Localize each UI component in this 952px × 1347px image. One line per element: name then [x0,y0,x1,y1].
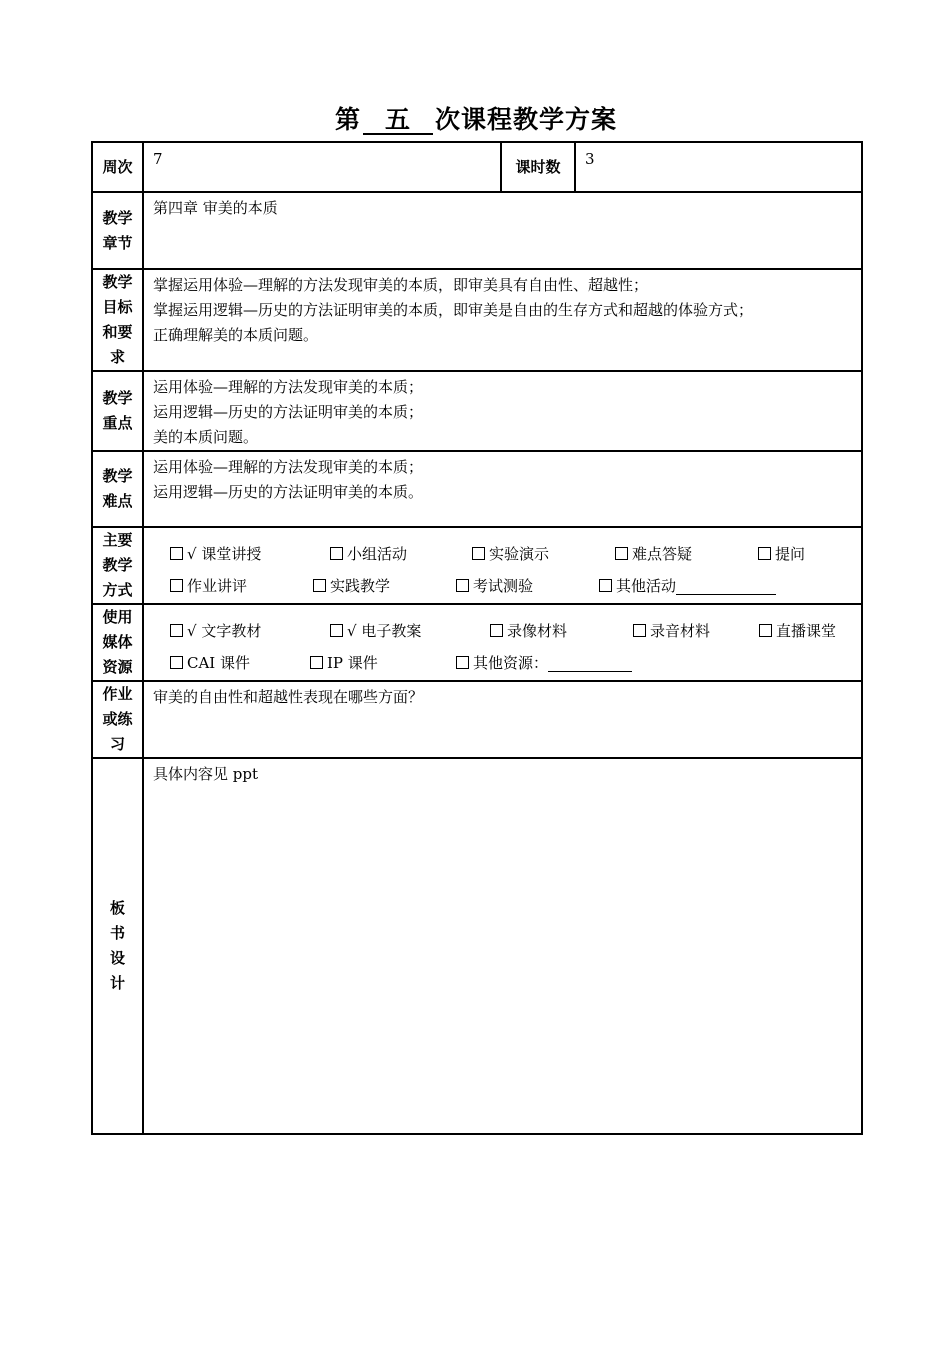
hours-value: 3 [575,142,862,192]
row-homework [92,681,862,758]
checkbox-icon [456,656,469,669]
checkbox-icon [330,624,343,637]
media-e-lesson-checkbox[interactable]: √ 电子教案 [330,615,490,647]
other-resource-blank[interactable] [548,651,632,672]
row-board [92,758,862,1134]
checkbox-icon [170,579,183,592]
title-prefix: 第 [334,105,361,134]
key-points-content: 运用体验—理解的方法发现审美的本质； 运用逻辑—历史的方法证明审美的本质； 美的本质问题。 [143,371,862,451]
checkbox-icon [633,624,646,637]
media-cai-checkbox[interactable]: CAI 课件 [170,647,310,679]
board-content: 具体内容见 ppt [143,758,862,1134]
other-activity-blank[interactable] [676,574,776,595]
method-other-checkbox[interactable]: 其他活动 [599,570,776,602]
media-label: 使用 媒体 资源 [92,604,143,681]
board-label: 板 书 设 计 [92,758,143,1134]
method-homework-checkbox[interactable]: 作业讲评 [170,570,313,602]
homework-content: 审美的自由性和超越性表现在哪些方面？ [143,681,862,758]
objectives-content: 掌握运用体验—理解的方法发现审美的本质，即审美具有自由性、超越性； 掌握运用逻辑—历史的方法证明审美的本质，即审美是自由的生存方式和超越的体验方式； 正确理解美的本质问题。 [143,269,862,371]
row-week [92,142,862,192]
media-ip-checkbox[interactable]: IP 课件 [310,647,456,679]
media-audio-checkbox[interactable]: 录音材料 [633,615,759,647]
checkbox-icon [170,547,183,560]
row-difficulties [92,451,862,527]
checkbox-icon [313,579,326,592]
media-video-checkbox[interactable]: 录像材料 [490,615,633,647]
title-number: 五 [363,107,433,135]
checkbox-icon [310,656,323,669]
method-question-checkbox[interactable]: 提问 [758,538,805,570]
page-title [0,100,952,136]
difficulties-label: 教学 难点 [92,451,143,527]
key-points-label: 教学 重点 [92,371,143,451]
checkbox-icon [759,624,772,637]
lesson-plan-table [91,141,863,1135]
checkbox-icon [170,656,183,669]
media-textbook-checkbox[interactable]: √ 文字教材 [170,615,330,647]
hours-label: 课时数 [501,142,575,192]
checkbox-icon [472,547,485,560]
title-suffix: 次课程教学方案 [435,105,618,134]
chapter-label: 教学 章节 [92,192,143,269]
difficulties-content: 运用体验—理解的方法发现审美的本质； 运用逻辑—历史的方法证明审美的本质。 [143,451,862,527]
chapter-value: 第四章 审美的本质 [143,192,862,269]
homework-label: 作业 或练 习 [92,681,143,758]
method-demo-checkbox[interactable]: 实验演示 [472,538,615,570]
row-media [92,604,862,681]
methods-label: 主要 教学 方式 [92,527,143,604]
media-options [143,604,862,681]
week-value: 7 [143,142,501,192]
method-group-checkbox[interactable]: 小组活动 [330,538,472,570]
checkbox-icon [330,547,343,560]
checkbox-icon [615,547,628,560]
method-practice-checkbox[interactable]: 实践教学 [313,570,456,602]
method-exam-checkbox[interactable]: 考试测验 [456,570,599,602]
row-chapter [92,192,862,269]
method-lecture-checkbox[interactable]: √ 课堂讲授 [170,538,330,570]
checkbox-icon [456,579,469,592]
media-other-checkbox[interactable]: 其他资源： [456,647,632,679]
checkbox-icon [758,547,771,560]
objectives-label: 教学 目标 和要 求 [92,269,143,371]
row-key-points [92,371,862,451]
row-objectives [92,269,862,371]
methods-options [143,527,862,604]
week-label: 周次 [92,142,143,192]
checkbox-icon [599,579,612,592]
checkbox-icon [490,624,503,637]
method-qa-checkbox[interactable]: 难点答疑 [615,538,758,570]
row-methods [92,527,862,604]
media-live-checkbox[interactable]: 直播课堂 [759,615,836,647]
checkbox-icon [170,624,183,637]
